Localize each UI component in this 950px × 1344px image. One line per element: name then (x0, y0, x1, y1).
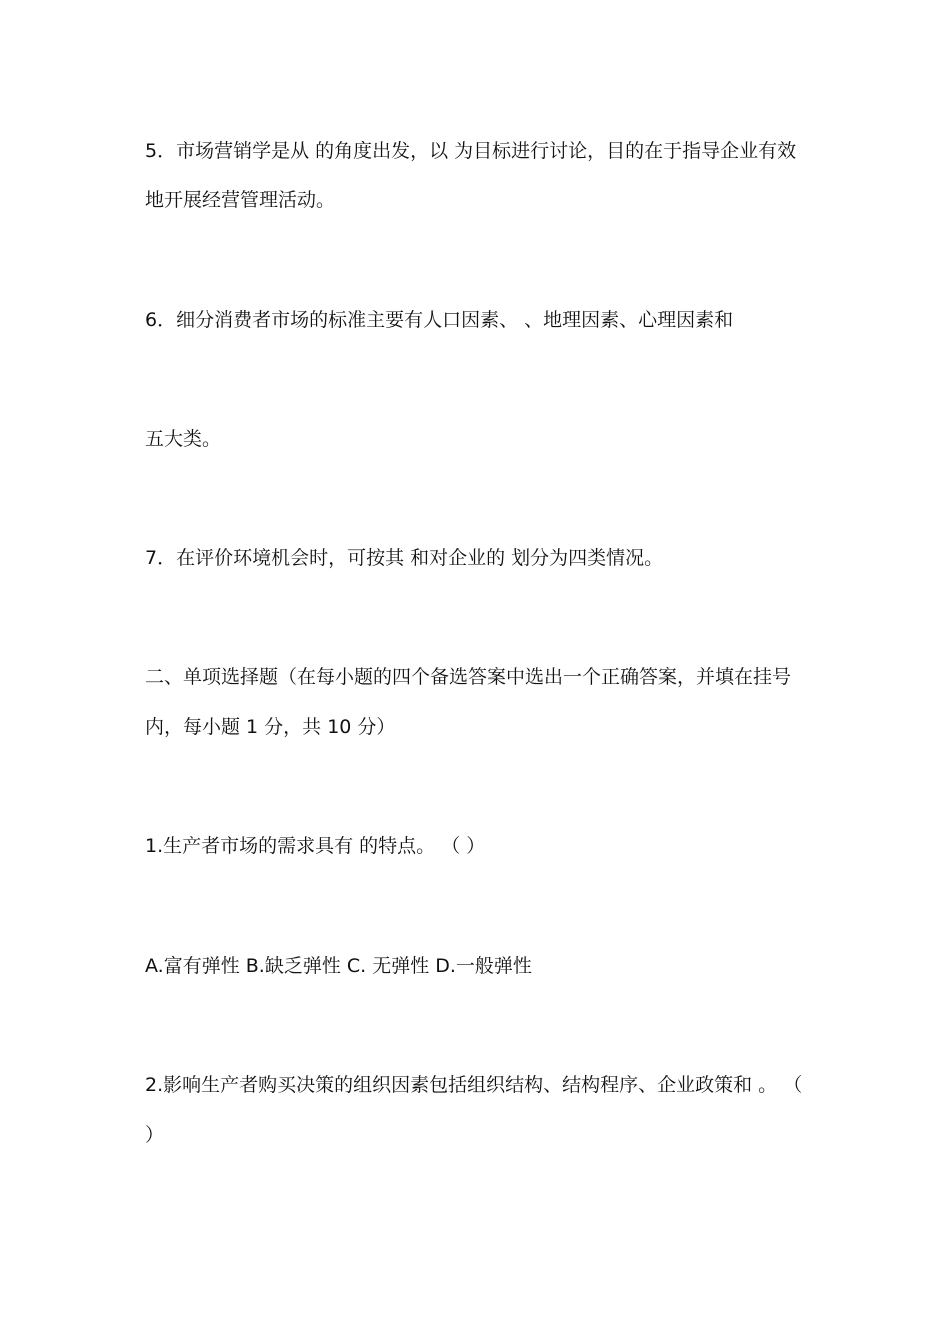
question-6-line-1: 6．细分消费者市场的标准主要有人口因素、 、地理因素、心理因素和 (145, 309, 734, 331)
question-7-line: 7．在评价环境机会时，可按其 和对企业的 划分为四类情况。 (145, 547, 664, 569)
section-heading-line-2: 内，每小题 1 分，共 10 分） (145, 716, 396, 738)
mc-question-1: 1.生产者市场的需求具有 的特点。 （ ） (145, 835, 486, 857)
question-6-line-2: 五大类。 (145, 428, 222, 450)
mc-question-1-options: A.富有弹性 B.缺乏弹性 C. 无弹性 D.一般弹性 (145, 955, 532, 977)
section-heading-line-1: 二、单项选择题（在每小题的四个备选答案中选出一个正确答案，并填在挂号 (145, 666, 792, 688)
mc-question-2-line-2: ） (145, 1124, 165, 1146)
question-5-line-2: 地开展经营管理活动。 (145, 189, 336, 211)
mc-question-2-line-1: 2.影响生产者购买决策的组织因素包括组织结构、结构程序、企业政策和 。 （ (145, 1074, 803, 1096)
question-5-line-1: 5．市场营销学是从 的角度出发，以 为目标进行讨论，目的在于指导企业有效 (145, 140, 797, 162)
